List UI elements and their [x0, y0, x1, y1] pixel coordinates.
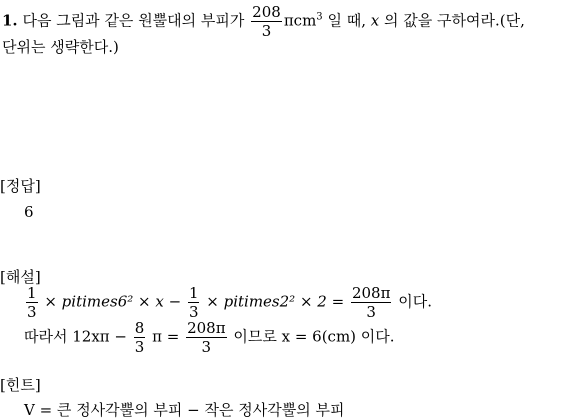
problem-line-1	[2, 3, 525, 40]
expl-frac3-num: 208π	[351, 284, 391, 302]
expl-line2-a: 따라서 12xπ −	[24, 327, 127, 346]
expl-line2-b: π =	[152, 327, 180, 346]
expl-frac2-num: 1	[188, 284, 199, 302]
expl-l2-frac1-num: 8	[134, 319, 145, 337]
problem-line-2: 단위는 생략한다.)	[2, 38, 119, 56]
volume-denominator: 3	[261, 22, 272, 40]
expl-l2-frac2-num: 208π	[187, 319, 226, 337]
expl-line2-end: 이므로 x = 6(cm) 이다.	[233, 327, 395, 346]
expl-line1-end: 이다.	[398, 292, 432, 311]
expl-line2-fraction-2	[186, 319, 227, 356]
hint-label: [힌트]	[0, 376, 41, 394]
volume-exponent: 3	[316, 11, 323, 23]
answer-value: 6	[24, 203, 34, 221]
expl-frac3-den: 3	[366, 303, 376, 321]
problem-text-mid: 일 때,	[327, 11, 366, 30]
problem-variable: x	[370, 11, 380, 30]
volume-unit: πcm	[283, 11, 317, 30]
volume-numerator: 208	[252, 3, 281, 21]
expl-l2-frac2-den: 3	[201, 338, 212, 356]
expl-term-a: × pitimes6² × x −	[44, 292, 182, 311]
volume-fraction	[251, 3, 282, 40]
explanation-label: [해설]	[0, 268, 41, 286]
problem-text-post: 의 값을 구하여라.(단,	[384, 11, 525, 30]
hint-text: V = 큰 정사각뿔의 부피 − 작은 정사각뿔의 부피	[24, 401, 345, 419]
problem-number: 1.	[2, 11, 18, 30]
expl-fraction-1	[26, 284, 38, 321]
answer-label: [정답]	[0, 177, 41, 195]
explanation-line-1	[24, 284, 432, 321]
expl-line2-fraction-1	[134, 319, 146, 356]
problem-text-pre: 다음 그림과 같은 원뿔대의 부피가	[22, 11, 245, 30]
expl-frac2-den: 3	[188, 303, 199, 321]
expl-fraction-3	[351, 284, 392, 321]
expl-fraction-2	[188, 284, 200, 321]
expl-term-b: × pitimes2² × 2 =	[206, 292, 345, 311]
explanation-line-2	[24, 319, 395, 356]
expl-l2-frac1-den: 3	[134, 338, 145, 356]
expl-frac1-num: 1	[27, 284, 37, 302]
expl-frac1-den: 3	[27, 303, 37, 321]
